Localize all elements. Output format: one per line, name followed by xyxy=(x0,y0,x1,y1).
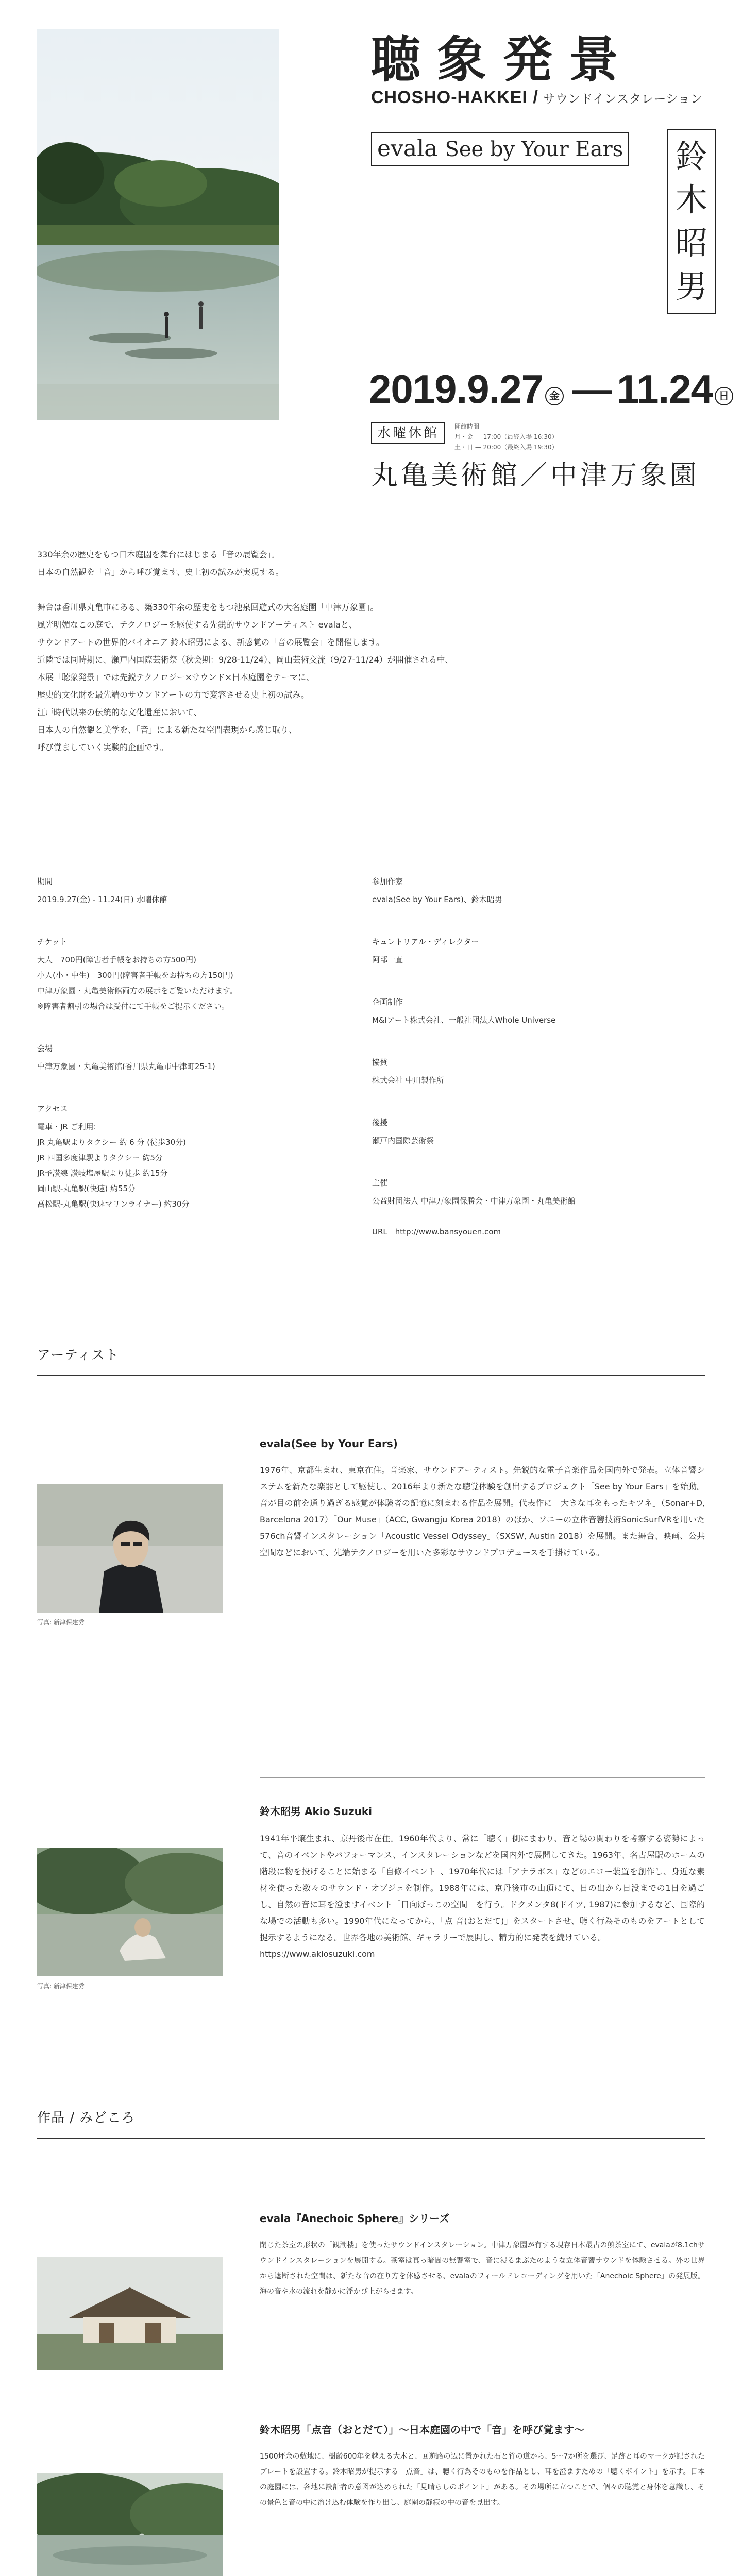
closed-day-badge: 水曜休館 xyxy=(371,422,445,444)
teahouse-photo xyxy=(37,2257,223,2370)
info-value: evala(See by Your Ears)、鈴木昭男 xyxy=(372,895,502,904)
intro-paragraph xyxy=(37,546,501,581)
work-description xyxy=(260,2421,705,2511)
artist-bio-text: 1976年、京都生まれ、東京在住。音楽家、サウンドアーティスト。先鋭的な電子音楽作品を国内外で発表。立体音響システムを新たな楽器として駆使し、2016年より新たな聴覚体験を創出するプロジェクト「See by Your Ears」を始動。音が目の前を通り過ぎる感覚が体験者の記憶に刻まれる作品を展開。代表作に「大きな耳をもったキツネ」（Sonar+D, Barcelona 2017）「Our Muse」（ACC, Gwangju Korea 2018）のほか、ソニーの立体音響技術SonicSurfVRを用いた576ch音響インスタレーション「Acoustic Vessel Odyssey」（SXSW, Austin 2018）を展開。また舞台、映画、公共空間などにおいて、先端テクノロジーを用いた多彩なサウンドプロデュースを手掛けている。 xyxy=(260,1465,705,1557)
info-block xyxy=(37,876,326,907)
work-text: 閉じた茶室の形状の「観潮楼」を使ったサウンドインスタレーション。中津万象園が有する現存日本最古の煎茶室にて、evalaが8.1chサウンドインスタレーションを展開する。茶室は真っ暗闇の無響室で、音に浸るまぶたのような立体音響サウンドを体験させる。外の世界から遮断された空間は、新たな音の在り方を体感させる、evalaのフィールドレコーディングを用いた「Anechoic Sphere」の発展版。海の音や水の流れを静かに浮かび上がらせます。 xyxy=(260,2241,705,2296)
hours-weekday: 月・金 — 17:00（最終入場 16:30） xyxy=(454,433,558,440)
section-divider xyxy=(37,1375,705,1376)
info-value: 電車・JR ご利用: xyxy=(37,1122,96,1131)
artists-section-title: アーティスト xyxy=(37,1348,120,1363)
info-column-left xyxy=(37,876,326,1241)
info-label: 主催 xyxy=(372,1178,388,1188)
info-label: 後援 xyxy=(372,1118,388,1127)
info-label: 参加作家 xyxy=(372,877,403,886)
opening-hours xyxy=(454,421,558,452)
info-value: 小人(小・中生) 300円(障害者手帳をお持ちの方150円) xyxy=(37,971,233,980)
intro-line: 近隣では同時期に、瀬戸内国際芸術祭（秋会期：9/28-11/24）、岡山芸術交流（9/27-11/24）が開催される中、 xyxy=(37,655,453,665)
garden-pond-photo xyxy=(37,2473,223,2576)
info-label: アクセス xyxy=(37,1104,68,1113)
garden-photo xyxy=(37,29,279,420)
info-block xyxy=(372,936,661,968)
dow-start-badge: 金 xyxy=(545,387,564,405)
artist-suzuki-char: 鈴 xyxy=(675,138,707,175)
info-value: 公益財団法人 中津万象園保勝会・中津万象園・丸亀美術館 xyxy=(372,1196,576,1206)
hero xyxy=(0,0,742,515)
date-start: 2019.9.27 xyxy=(369,366,544,412)
artist-evala-project: See by Your Ears xyxy=(445,138,623,161)
intro-line: 本展「聴象発景」では先鋭テクノロジー×サウンド×日本庭園をテーマに、 xyxy=(37,672,314,682)
info-label: 企画制作 xyxy=(372,997,403,1007)
info-value: 株式会社 中川製作所 xyxy=(372,1076,444,1085)
photo-credit: 写真: 新津保建秀 xyxy=(37,1982,85,1990)
intro-line: 日本人の自然観と美学を、「音」による新たな空間表現から感じ取り、 xyxy=(37,725,297,735)
artist-suzuki-char: 昭 xyxy=(675,224,707,262)
info-value: 高松駅-丸亀駅(快速マリンライナー) 約30分 xyxy=(37,1199,190,1209)
artist-name: evala(See by Your Ears) xyxy=(260,1437,398,1450)
intro-line: 江戸時代以来の伝統的な文化遺産において、 xyxy=(37,707,202,717)
venue-names: 丸亀美術館／中津万象園 xyxy=(371,460,700,491)
hours-label: 開館時間 xyxy=(454,423,480,430)
info-value: URL http://www.bansyouen.com xyxy=(372,1227,501,1236)
section-divider xyxy=(37,2138,705,2139)
evala-bio xyxy=(260,1437,705,1561)
intro-line: 風光明媚なこの庭で、テクノロジーを駆使する先鋭的サウンドアーティスト evalaと、 xyxy=(37,620,357,630)
info-value: 2019.9.27(金) - 11.24(日) 水曜休館 xyxy=(37,895,167,904)
dow-end-badge: 日 xyxy=(715,387,733,405)
info-value: ※障害者割引の場合は受付にて手帳をご提示ください。 xyxy=(37,1002,229,1011)
date-separator: — xyxy=(572,366,612,412)
artist-evala-box xyxy=(371,132,629,166)
date-end: 11.24 xyxy=(617,366,713,412)
photo-credit: 写真: 新津保建秀 xyxy=(37,1619,85,1626)
artist-website-link[interactable]: https://www.akiosuzuki.com xyxy=(260,1949,375,1959)
artists-section-header xyxy=(37,1345,705,1376)
info-label: 期間 xyxy=(37,877,53,886)
intro-line: 呼び覚ましていく実験的企画です。 xyxy=(37,742,168,752)
intro-line: 舞台は香川県丸亀市にある、築330年余の歴史をもつ池泉回遊式の大名庭園「中津万象園」。 xyxy=(37,602,379,612)
entry-divider xyxy=(260,1777,705,1778)
info-block xyxy=(37,1043,326,1074)
info-value: JR予讃線 讃岐塩屋駅より徒歩 約15分 xyxy=(37,1168,168,1178)
info-value: 中津万象園・丸亀美術館両方の展示をご覧いただけます。 xyxy=(37,986,238,995)
info-block xyxy=(372,1177,661,1240)
intro-line: 日本の自然観を「音」から呼び覚ます、史上初の試みが実現する。 xyxy=(37,567,284,577)
intro-paragraph xyxy=(37,599,501,756)
info-value: 阿部一直 xyxy=(372,955,403,964)
info-value: 中津万象園・丸亀美術館(香川県丸亀市中津町25-1) xyxy=(37,1062,215,1071)
info-label: 協賛 xyxy=(372,1058,388,1067)
artist-suzuki-char: 木 xyxy=(675,181,707,218)
work-description xyxy=(260,2210,705,2299)
work-title: 鈴木昭男「点音（おとだて）」〜日本庭園の中で「音」を呼び覚ます〜 xyxy=(260,2424,584,2436)
works-section-header xyxy=(37,2107,705,2139)
work-text: 1500坪余の敷地に、樹齢600年を越える大木と、回遊路の辺に置かれた石と竹の道から、5〜7か所を選び、足跡と耳のマークが記されたプレートを設置する。鈴木昭男が提示する「点音」は、聴く行為そのものを作品とし、耳を澄ますための「聴くポイント」を示す。日本の庭園には、各地に設計者の意図が込められた「見晴らしのポイント」がある。その場所に立つことで、個々の聴覚と身体を意識し、その景色と音の中に溶け込む体験を作り出し、庭園の静寂の中の音を見出す。 xyxy=(260,2452,705,2507)
info-block xyxy=(37,1103,326,1212)
exhibition-title: 聴象発景 xyxy=(371,30,635,89)
artist-evala-name: evala xyxy=(377,135,438,162)
suzuki-bio xyxy=(260,1803,705,1962)
work-title: evala『Anechoic Sphere』シリーズ xyxy=(260,2212,450,2225)
info-value: 瀬戸内国際芸術祭 xyxy=(372,1136,434,1145)
intro-line: サウンドアートの世界的パイオニア 鈴木昭男による、新感覚の「音の展覧会」を開催します。 xyxy=(37,637,384,647)
subtitle-ja: サウンドインスタレーション xyxy=(543,92,703,106)
info-block xyxy=(372,1117,661,1148)
subtitle-en: CHOSHO-HAKKEI / xyxy=(371,88,538,107)
intro-line: 歴史的文化財を最先端のサウンドアートの力で変容させる史上初の試み。 xyxy=(37,690,310,700)
intro-line: 330年余の歴史をもつ日本庭園を舞台にはじまる「音の展覧会」。 xyxy=(37,550,280,560)
works-section-title: 作品 / みどころ xyxy=(37,2110,136,2126)
info-block xyxy=(372,1057,661,1088)
info-value xyxy=(372,1209,661,1224)
evala-portrait-photo xyxy=(37,1484,223,1613)
info-value: M&Iアート株式会社、一般社団法人Whole Universe xyxy=(372,1015,556,1025)
info-value: 大人 700円(障害者手帳をお持ちの方500円) xyxy=(37,955,196,964)
hours-weekend: 土・日 — 20:00（最終入場 19:30） xyxy=(454,444,558,451)
info-label: 会場 xyxy=(37,1044,53,1053)
suzuki-portrait-photo xyxy=(37,1848,223,1976)
artist-bio-text: 1941年平壌生まれ、京丹後市在住。1960年代より、常に「聴く」側にまわり、音と場の関わりを考察する姿勢によって、音のイベントやパフォーマンス、インスタレーションなどを国内外で展開してきた。1963年、名古屋駅のホームの階段に物を投げることに始まる「自修イベント」、1970年代には「アナラポス」などのエコー装置を創作し、身近な素材を使った数々のサウンド・オブジェを制作。1988年には、京丹後市の山頂にて、日の出から日没までの1日を過ごし、自然の音に耳を澄ますイベント「日向ぼっこの空間」を行う。ドクメンタ8(ドイツ, 1987)に参加するなど、国際的な場での活動も多い。1990年代になってから、「点 音(おとだて)」をスタートさせ、聴く行為そのものをアートとして提示するようになる。世界各地の美術館、ギャラリーで展開し、精力的に発表を続けている。 xyxy=(260,1834,705,1942)
info-label: チケット xyxy=(37,937,68,946)
intro-text xyxy=(37,546,501,774)
exhibition-dates xyxy=(369,366,736,413)
info-block xyxy=(37,936,326,1014)
info-value: JR 四国多度津駅よりタクシー 約5分 xyxy=(37,1153,163,1162)
artist-name: 鈴木昭男 Akio Suzuki xyxy=(260,1805,372,1818)
info-value: JR 丸亀駅よりタクシー 約 6 分 (徒歩30分) xyxy=(37,1138,187,1147)
info-block xyxy=(372,876,661,907)
exhibition-subtitle xyxy=(371,88,702,108)
info-value: 岡山駅-丸亀駅(快速) 約55分 xyxy=(37,1184,136,1193)
info-label: キュレトリアル・ディレクター xyxy=(372,937,479,946)
artist-suzuki-vertical xyxy=(667,129,716,314)
info-column-right xyxy=(372,876,661,1268)
info-block xyxy=(372,996,661,1028)
artist-suzuki-char: 男 xyxy=(675,267,707,305)
